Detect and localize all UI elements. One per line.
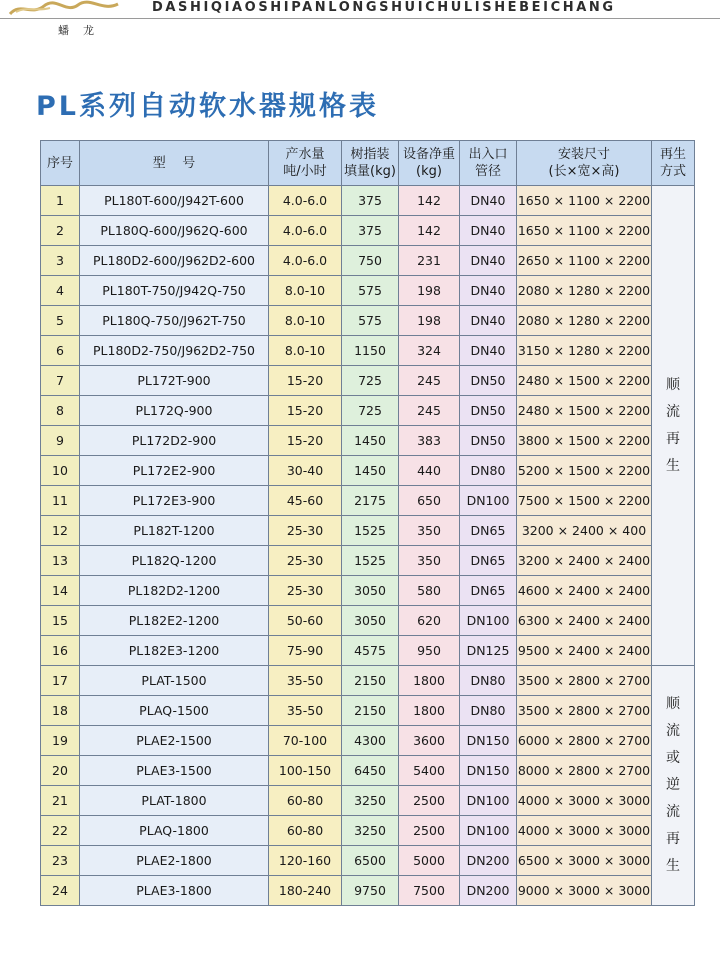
cell-output: 60-80 <box>269 816 342 846</box>
cell-model: PL182D2-1200 <box>80 576 269 606</box>
cell-no: 16 <box>41 636 80 666</box>
cell-model: PL182E3-1200 <box>80 636 269 666</box>
cell-resin: 725 <box>342 396 399 426</box>
table-row <box>41 636 695 666</box>
cell-model: PL172E2-900 <box>80 456 269 486</box>
cell-pipe: DN100 <box>460 486 517 516</box>
cell-pipe: DN40 <box>460 216 517 246</box>
cell-weight: 324 <box>399 336 460 366</box>
cell-model: PL180D2-750/J962D2-750 <box>80 336 269 366</box>
cell-pipe: DN150 <box>460 756 517 786</box>
cell-pipe: DN50 <box>460 426 517 456</box>
brand-chinese-name: 蟠龙 <box>58 24 108 37</box>
cell-size: 5200 × 1500 × 2200 <box>517 456 652 486</box>
table-row <box>41 186 695 216</box>
cell-size: 4600 × 2400 × 2400 <box>517 576 652 606</box>
regen-method-char: 或 <box>666 750 680 766</box>
cell-size: 2480 × 1500 × 2200 <box>517 396 652 426</box>
table-row <box>41 246 695 276</box>
cell-pipe: DN80 <box>460 666 517 696</box>
cell-model: PL180T-750/J942Q-750 <box>80 276 269 306</box>
cell-no: 2 <box>41 216 80 246</box>
cell-model: PL172D2-900 <box>80 426 269 456</box>
cell-weight: 7500 <box>399 876 460 906</box>
cell-no: 3 <box>41 246 80 276</box>
table-row <box>41 756 695 786</box>
cell-weight: 5400 <box>399 756 460 786</box>
cell-resin: 6500 <box>342 846 399 876</box>
table-row <box>41 726 695 756</box>
page-title: PL系列自动软水器规格表 <box>36 91 379 122</box>
cell-output: 4.0-6.0 <box>269 246 342 276</box>
cell-weight: 440 <box>399 456 460 486</box>
cell-output: 180-240 <box>269 876 342 906</box>
cell-size: 2480 × 1500 × 2200 <box>517 366 652 396</box>
cell-pipe: DN125 <box>460 636 517 666</box>
spec-table <box>40 140 695 906</box>
cell-model: PLAQ-1500 <box>80 696 269 726</box>
cell-no: 9 <box>41 426 80 456</box>
cell-output: 4.0-6.0 <box>269 186 342 216</box>
cell-pipe: DN200 <box>460 876 517 906</box>
cell-resin: 3250 <box>342 786 399 816</box>
cell-no: 13 <box>41 546 80 576</box>
cell-output: 8.0-10 <box>269 276 342 306</box>
cell-no: 8 <box>41 396 80 426</box>
cell-output: 30-40 <box>269 456 342 486</box>
cell-resin: 2175 <box>342 486 399 516</box>
cell-weight: 2500 <box>399 786 460 816</box>
table-row <box>41 666 695 696</box>
cell-output: 35-50 <box>269 696 342 726</box>
cell-weight: 620 <box>399 606 460 636</box>
cell-weight: 198 <box>399 276 460 306</box>
regen-method-char: 再 <box>666 831 680 847</box>
dragon-logo-icon <box>6 0 124 18</box>
regen-method-cell <box>652 666 695 906</box>
cell-output: 15-20 <box>269 366 342 396</box>
cell-size: 2080 × 1280 × 2200 <box>517 306 652 336</box>
cell-output: 35-50 <box>269 666 342 696</box>
cell-resin: 1525 <box>342 546 399 576</box>
cell-size: 9500 × 2400 × 2400 <box>517 636 652 666</box>
cell-weight: 1800 <box>399 666 460 696</box>
cell-pipe: DN40 <box>460 336 517 366</box>
cell-output: 8.0-10 <box>269 306 342 336</box>
cell-output: 8.0-10 <box>269 336 342 366</box>
cell-model: PL182E2-1200 <box>80 606 269 636</box>
table-row <box>41 336 695 366</box>
header-band <box>0 0 720 19</box>
cell-weight: 950 <box>399 636 460 666</box>
cell-resin: 575 <box>342 276 399 306</box>
cell-resin: 3050 <box>342 606 399 636</box>
cell-resin: 1525 <box>342 516 399 546</box>
col-header-size: 安装尺寸 (长×宽×高) <box>517 141 652 186</box>
cell-weight: 1800 <box>399 696 460 726</box>
cell-weight: 580 <box>399 576 460 606</box>
cell-weight: 2500 <box>399 816 460 846</box>
table-row <box>41 276 695 306</box>
cell-pipe: DN150 <box>460 726 517 756</box>
cell-resin: 375 <box>342 186 399 216</box>
cell-output: 25-30 <box>269 516 342 546</box>
regen-method-cell <box>652 186 695 666</box>
regen-method-char: 再 <box>666 430 680 447</box>
cell-resin: 2150 <box>342 696 399 726</box>
cell-pipe: DN100 <box>460 786 517 816</box>
table-row <box>41 456 695 486</box>
cell-no: 21 <box>41 786 80 816</box>
table-row <box>41 816 695 846</box>
cell-model: PL182Q-1200 <box>80 546 269 576</box>
cell-no: 10 <box>41 456 80 486</box>
col-header-model: 型 号 <box>80 141 269 186</box>
cell-resin: 9750 <box>342 876 399 906</box>
cell-size: 3200 × 2400 × 2400 <box>517 546 652 576</box>
cell-pipe: DN200 <box>460 846 517 876</box>
cell-model: PL182T-1200 <box>80 516 269 546</box>
cell-output: 100-150 <box>269 756 342 786</box>
cell-no: 7 <box>41 366 80 396</box>
cell-model: PLAT-1800 <box>80 786 269 816</box>
cell-size: 3200 × 2400 × 400 <box>517 516 652 546</box>
table-row <box>41 786 695 816</box>
cell-output: 60-80 <box>269 786 342 816</box>
cell-size: 2080 × 1280 × 2200 <box>517 276 652 306</box>
cell-weight: 198 <box>399 306 460 336</box>
cell-pipe: DN65 <box>460 576 517 606</box>
cell-weight: 245 <box>399 366 460 396</box>
cell-output: 15-20 <box>269 426 342 456</box>
cell-no: 5 <box>41 306 80 336</box>
cell-size: 7500 × 1500 × 2200 <box>517 486 652 516</box>
cell-no: 22 <box>41 816 80 846</box>
table-header-row <box>41 141 695 186</box>
cell-resin: 1450 <box>342 426 399 456</box>
cell-weight: 5000 <box>399 846 460 876</box>
cell-resin: 725 <box>342 366 399 396</box>
cell-pipe: DN100 <box>460 816 517 846</box>
cell-weight: 3600 <box>399 726 460 756</box>
cell-resin: 4300 <box>342 726 399 756</box>
brand-english-line: DASHIQIAOSHIPANLONGSHUICHULISHEBEICHANG <box>152 0 616 15</box>
cell-size: 6000 × 2800 × 2700 <box>517 726 652 756</box>
cell-resin: 1150 <box>342 336 399 366</box>
cell-resin: 750 <box>342 246 399 276</box>
regen-method-char: 流 <box>666 403 680 420</box>
cell-weight: 350 <box>399 516 460 546</box>
table-row <box>41 426 695 456</box>
cell-pipe: DN50 <box>460 366 517 396</box>
cell-size: 3150 × 1280 × 2200 <box>517 336 652 366</box>
cell-model: PL180D2-600/J962D2-600 <box>80 246 269 276</box>
table-row <box>41 696 695 726</box>
cell-output: 75-90 <box>269 636 342 666</box>
cell-resin: 4575 <box>342 636 399 666</box>
cell-no: 23 <box>41 846 80 876</box>
cell-no: 11 <box>41 486 80 516</box>
cell-pipe: DN40 <box>460 276 517 306</box>
col-header-pipe: 出入口 管径 <box>460 141 517 186</box>
cell-no: 20 <box>41 756 80 786</box>
cell-output: 50-60 <box>269 606 342 636</box>
cell-model: PLAQ-1800 <box>80 816 269 846</box>
table-row <box>41 876 695 906</box>
cell-output: 45-60 <box>269 486 342 516</box>
cell-model: PLAE2-1800 <box>80 846 269 876</box>
cell-output: 70-100 <box>269 726 342 756</box>
regen-method-char: 流 <box>666 804 680 820</box>
cell-weight: 245 <box>399 396 460 426</box>
cell-size: 1650 × 1100 × 2200 <box>517 216 652 246</box>
table-row <box>41 486 695 516</box>
cell-no: 12 <box>41 516 80 546</box>
cell-model: PL180Q-600/J962Q-600 <box>80 216 269 246</box>
cell-weight: 231 <box>399 246 460 276</box>
cell-pipe: DN40 <box>460 306 517 336</box>
cell-model: PL180T-600/J942T-600 <box>80 186 269 216</box>
cell-pipe: DN65 <box>460 546 517 576</box>
cell-output: 4.0-6.0 <box>269 216 342 246</box>
cell-output: 15-20 <box>269 396 342 426</box>
cell-model: PLAE3-1500 <box>80 756 269 786</box>
cell-pipe: DN100 <box>460 606 517 636</box>
cell-size: 6300 × 2400 × 2400 <box>517 606 652 636</box>
cell-model: PL180Q-750/J962T-750 <box>80 306 269 336</box>
table-row <box>41 306 695 336</box>
cell-pipe: DN40 <box>460 186 517 216</box>
table-body <box>41 186 695 906</box>
cell-size: 9000 × 3000 × 3000 <box>517 876 652 906</box>
cell-weight: 142 <box>399 186 460 216</box>
col-header-output: 产水量 吨/小时 <box>269 141 342 186</box>
cell-resin: 2150 <box>342 666 399 696</box>
table-row <box>41 366 695 396</box>
cell-no: 19 <box>41 726 80 756</box>
regen-method-char: 顺 <box>666 376 680 393</box>
cell-pipe: DN65 <box>460 516 517 546</box>
cell-size: 3500 × 2800 × 2700 <box>517 696 652 726</box>
cell-output: 120-160 <box>269 846 342 876</box>
cell-no: 18 <box>41 696 80 726</box>
cell-resin: 575 <box>342 306 399 336</box>
table-row <box>41 546 695 576</box>
cell-model: PL172E3-900 <box>80 486 269 516</box>
cell-resin: 375 <box>342 216 399 246</box>
cell-no: 6 <box>41 336 80 366</box>
cell-no: 24 <box>41 876 80 906</box>
col-header-weight: 设备净重 (kg) <box>399 141 460 186</box>
cell-no: 17 <box>41 666 80 696</box>
cell-size: 2650 × 1100 × 2200 <box>517 246 652 276</box>
cell-size: 8000 × 2800 × 2700 <box>517 756 652 786</box>
cell-size: 1650 × 1100 × 2200 <box>517 186 652 216</box>
cell-resin: 1450 <box>342 456 399 486</box>
cell-weight: 650 <box>399 486 460 516</box>
cell-pipe: DN80 <box>460 456 517 486</box>
col-header-resin: 树指装 填量(kg) <box>342 141 399 186</box>
cell-model: PLAE2-1500 <box>80 726 269 756</box>
cell-output: 25-30 <box>269 546 342 576</box>
cell-weight: 350 <box>399 546 460 576</box>
cell-size: 3500 × 2800 × 2700 <box>517 666 652 696</box>
regen-method-char: 顺 <box>666 696 680 712</box>
cell-resin: 6450 <box>342 756 399 786</box>
cell-no: 1 <box>41 186 80 216</box>
cell-size: 4000 × 3000 × 3000 <box>517 816 652 846</box>
cell-no: 15 <box>41 606 80 636</box>
cell-size: 3800 × 1500 × 2200 <box>517 426 652 456</box>
table-row <box>41 396 695 426</box>
table-row <box>41 846 695 876</box>
cell-model: PL172Q-900 <box>80 396 269 426</box>
cell-size: 4000 × 3000 × 3000 <box>517 786 652 816</box>
cell-weight: 383 <box>399 426 460 456</box>
cell-no: 4 <box>41 276 80 306</box>
col-header-no: 序号 <box>41 141 80 186</box>
regen-method-char: 生 <box>666 457 680 474</box>
cell-pipe: DN40 <box>460 246 517 276</box>
table-row <box>41 516 695 546</box>
cell-model: PL172T-900 <box>80 366 269 396</box>
cell-pipe: DN50 <box>460 396 517 426</box>
table-row <box>41 606 695 636</box>
cell-model: PLAT-1500 <box>80 666 269 696</box>
cell-output: 25-30 <box>269 576 342 606</box>
regen-method-char: 流 <box>666 723 680 739</box>
table-row <box>41 216 695 246</box>
regen-method-char: 逆 <box>666 777 680 793</box>
cell-resin: 3250 <box>342 816 399 846</box>
cell-resin: 3050 <box>342 576 399 606</box>
cell-pipe: DN80 <box>460 696 517 726</box>
cell-model: PLAE3-1800 <box>80 876 269 906</box>
cell-size: 6500 × 3000 × 3000 <box>517 846 652 876</box>
col-header-regen: 再生 方式 <box>652 141 695 186</box>
cell-weight: 142 <box>399 216 460 246</box>
cell-no: 14 <box>41 576 80 606</box>
regen-method-char: 生 <box>666 858 680 874</box>
table-row <box>41 576 695 606</box>
